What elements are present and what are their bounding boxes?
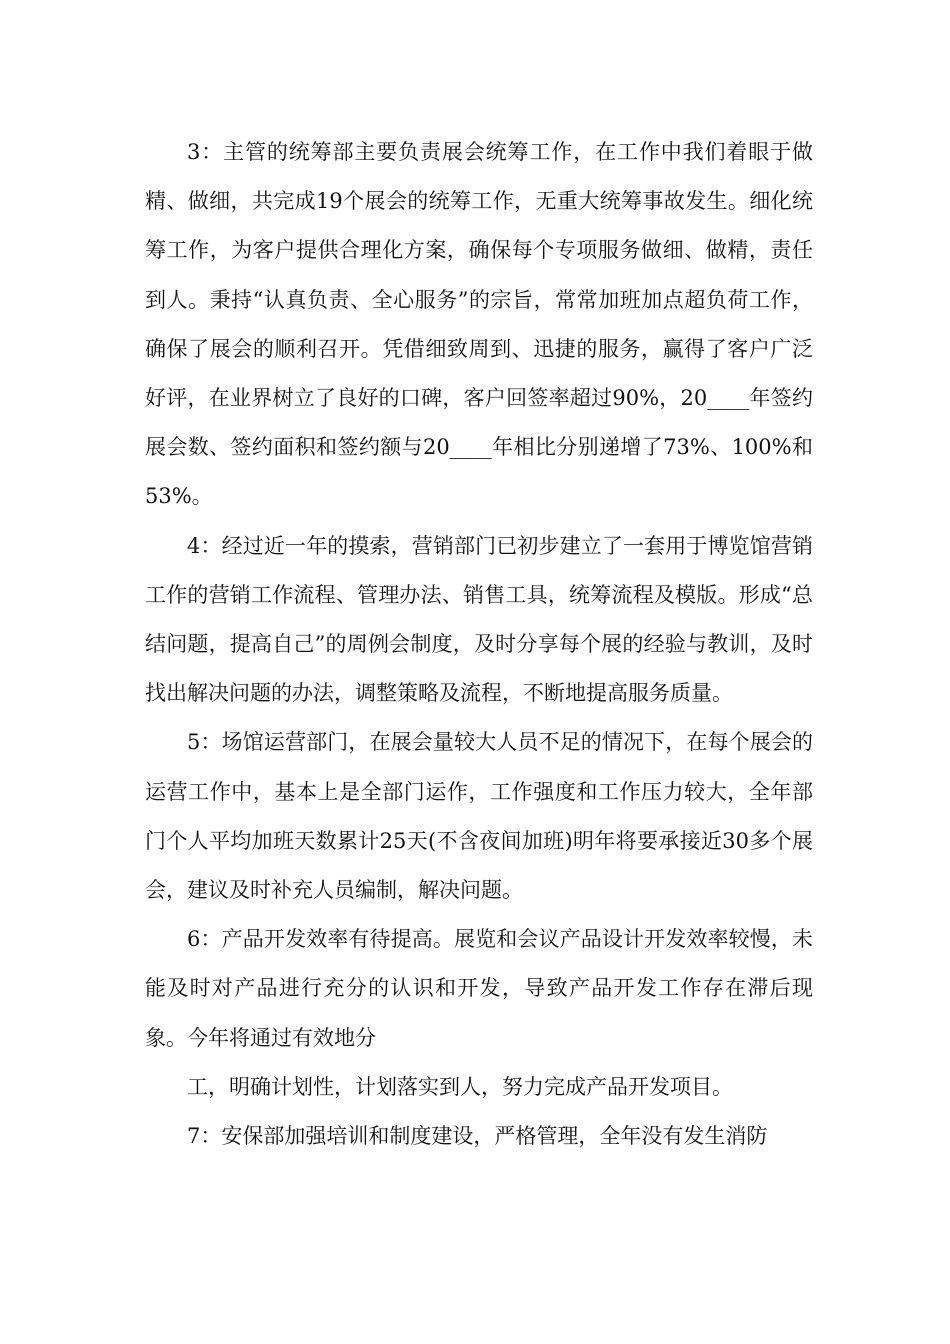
- paragraph-7: 7：安保部加强培训和制度建设，严格管理，全年没有发生消防: [187, 1124, 768, 1149]
- paragraph-5: 5：场馆运营部门，在展会量较大人员不足的情况下，在每个展会的运营工作中，基本上是全部门运作，工作强度和工作压力较大，全年部门个人平均加班天数累计25天(不含夜间加班)明年将要承接近30多个展会，建议及时补充人员编制，解决问题。: [145, 730, 813, 903]
- paragraph-4: 4：经过近一年的摸索，营销部门已初步建立了一套用于博览馆营销工作的营销工作流程、管理办法、销售工具，统筹流程及模版。形成“总结问题，提高自己”的周例会制度，及时分享每个展的经验与教训，及时找出解决问题的办法，调整策略及流程，不断地提高服务质量。: [145, 533, 813, 706]
- document-body: [145, 128, 813, 1161]
- paragraph-3: 3：主管的统筹部主要负责展会统筹工作，在工作中我们着眼于做精、做细，共完成19个展会的统筹工作，无重大统筹事故发生。细化统筹工作，为客户提供合理化方案，确保每个专项服务做细、做精，责任到人。秉持“认真负责、全心服务”的宗旨，常常加班加点超负荷工作，确保了展会的顺利召开。凭借细致周到、迅捷的服务，赢得了客户广泛好评，在业界树立了良好的口碑，客户回签率超过90%，20____年签约展会数、签约面积和签约额与20____年相比分别递增了73%、100%和53%。: [145, 140, 813, 509]
- paragraph-6: 6：产品开发效率有待提高。展览和会议产品设计开发效率较慢，未能及时对产品进行充分的认识和开发，导致产品开发工作存在滞后现象。今年将通过有效地分: [145, 927, 813, 1050]
- paragraph-6-continued: 工，明确计划性，计划落实到人，努力完成产品开发项目。: [187, 1074, 733, 1099]
